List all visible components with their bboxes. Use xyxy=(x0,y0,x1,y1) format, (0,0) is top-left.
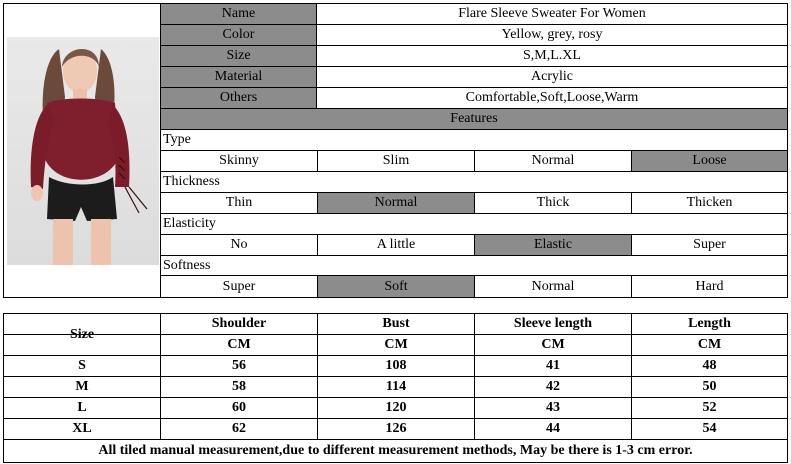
attr-value: Flare Sleeve Sweater For Women xyxy=(458,6,646,21)
feature-option-selected: Elastic xyxy=(475,235,632,255)
measurement-cell: 114 xyxy=(318,377,475,397)
feature-option: Normal xyxy=(475,151,632,171)
measurement-cell: 52 xyxy=(702,400,717,415)
size-chart-table xyxy=(3,313,788,463)
measurement-note-row xyxy=(4,440,787,462)
unit-label: CM xyxy=(697,337,722,352)
measurement-cell: 41 xyxy=(475,356,632,376)
measurement-cell: 108 xyxy=(318,356,475,376)
feature-option: Slim xyxy=(318,151,475,171)
size-header: Size xyxy=(4,314,161,356)
size-cell: XL xyxy=(4,419,161,439)
feature-option: Thicken xyxy=(686,195,733,210)
measurement-note: All tiled manual measurement,due to different measurement methods, May be there is 1-3 cm error. xyxy=(98,443,693,458)
column-header: Bust xyxy=(318,314,475,334)
feature-title: Elasticity xyxy=(163,216,216,231)
attr-label: Material xyxy=(161,67,317,87)
model-illustration xyxy=(7,37,159,265)
size-chart-header-row xyxy=(4,314,787,335)
measurement-cell: 126 xyxy=(318,419,475,439)
column-header: Shoulder xyxy=(161,314,318,334)
feature-options-row xyxy=(161,235,787,256)
feature-title: Type xyxy=(163,132,191,147)
column-header: Length xyxy=(688,316,731,331)
feature-option-selected: Soft xyxy=(318,276,475,297)
product-photo-cell xyxy=(4,4,161,297)
attr-value: Comfortable,Soft,Loose,Warm xyxy=(465,90,639,105)
measurement-cell: 62 xyxy=(161,419,318,439)
feature-option: No xyxy=(161,235,318,255)
feature-title-row xyxy=(161,130,787,151)
attr-row-size xyxy=(161,46,787,67)
attr-label: Name xyxy=(161,4,317,24)
feature-title: Thickness xyxy=(163,174,220,189)
feature-option: Skinny xyxy=(161,151,318,171)
feature-option: Thick xyxy=(475,193,632,213)
attr-row-color xyxy=(161,25,787,46)
feature-title-row xyxy=(161,172,787,193)
feature-title-row xyxy=(161,256,787,276)
unit-label: CM xyxy=(161,335,318,355)
measurement-cell: 54 xyxy=(702,421,717,436)
feature-title-row xyxy=(161,214,787,235)
column-header: Sleeve length xyxy=(475,314,632,334)
feature-options-row xyxy=(161,276,787,297)
feature-option: Normal xyxy=(475,276,632,297)
measurement-cell: 58 xyxy=(161,377,318,397)
attr-label: Size xyxy=(161,46,317,66)
feature-option: A little xyxy=(318,235,475,255)
measurement-cell: 50 xyxy=(702,379,717,394)
attr-row-material xyxy=(161,67,787,88)
feature-option: Hard xyxy=(695,278,724,294)
product-photo xyxy=(7,37,159,265)
product-info-table xyxy=(3,3,788,298)
table-row xyxy=(4,398,787,419)
feature-option: Super xyxy=(693,237,726,252)
table-row xyxy=(4,377,787,398)
table-row xyxy=(4,419,787,440)
feature-options-row xyxy=(161,193,787,214)
measurement-cell: 42 xyxy=(475,377,632,397)
attr-label: Color xyxy=(161,25,317,45)
measurement-cell: 56 xyxy=(161,356,318,376)
features-header-row xyxy=(161,109,787,130)
size-chart-units-row xyxy=(4,335,787,356)
features-title: Features xyxy=(161,109,787,129)
measurement-cell: 120 xyxy=(318,398,475,418)
attr-row-others xyxy=(161,88,787,109)
attr-label: Others xyxy=(161,88,317,108)
measurement-cell: 44 xyxy=(475,419,632,439)
feature-title: Softness xyxy=(163,257,211,273)
feature-option-selected: Loose xyxy=(632,151,787,171)
feature-option: Thin xyxy=(161,193,318,213)
attr-value: S,M,L.XL xyxy=(523,48,581,63)
attr-row-name xyxy=(161,4,787,25)
table-row xyxy=(4,356,787,377)
attr-value: Acrylic xyxy=(531,69,573,84)
unit-label: CM xyxy=(318,335,475,355)
size-cell: L xyxy=(4,398,161,418)
feature-option: Super xyxy=(161,276,318,297)
measurement-cell: 60 xyxy=(161,398,318,418)
attr-value: Yellow, grey, rosy xyxy=(501,27,603,42)
measurement-cell: 48 xyxy=(702,358,717,373)
size-cell: M xyxy=(4,377,161,397)
measurement-cell: 43 xyxy=(475,398,632,418)
product-attributes-grid xyxy=(161,4,787,297)
size-cell: S xyxy=(4,356,161,376)
feature-options-row xyxy=(161,151,787,172)
feature-option-selected: Normal xyxy=(318,193,475,213)
unit-label: CM xyxy=(475,335,632,355)
